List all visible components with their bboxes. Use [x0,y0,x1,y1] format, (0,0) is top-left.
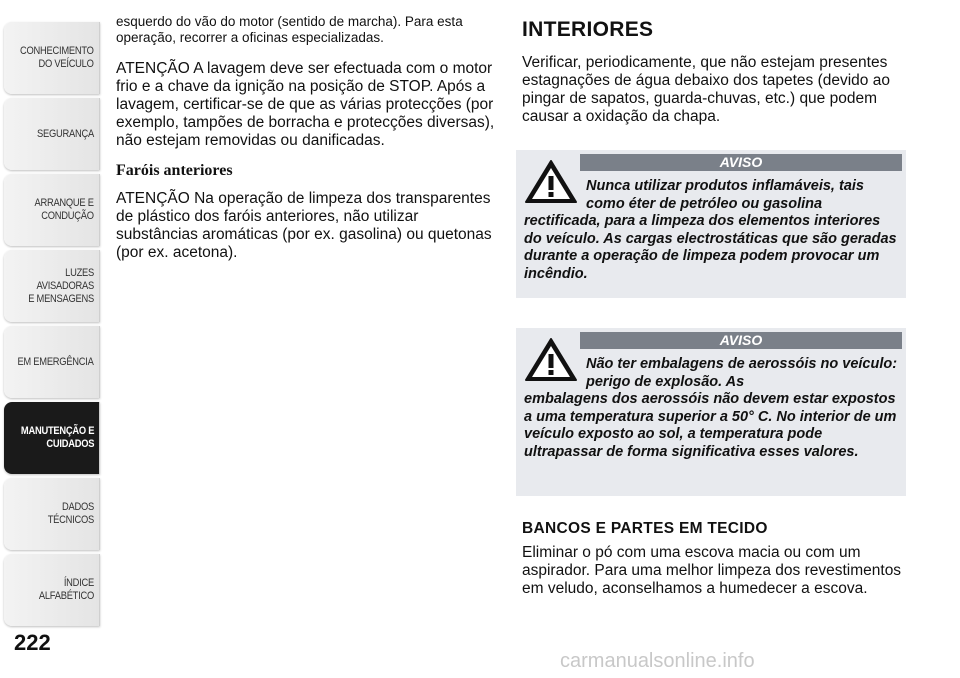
tab-label: DADOS TÉCNICOS [47,501,94,526]
tab-seguranca[interactable] [4,98,100,170]
tab-label: ÍNDICE ALFABÉTICO [38,577,94,602]
attention-paragraph-headlights: ATENÇÃO Na operação de limpeza dos transparentes de plástico dos faróis anteriores, não utilizar substâncias aromáticas (por ex. gasolina) ou quetonas (por ex. acetona). [116,190,492,261]
page-number: 222 [14,630,51,655]
left-column [116,14,496,274]
bancos-section [522,520,908,610]
tab-em-emergencia[interactable] [4,326,100,398]
warning-header: AVISO [580,332,902,349]
tab-label: EM EMERGÊNCIA [17,355,94,368]
tab-conhecimento-do-veiculo[interactable] [4,22,100,94]
tab-label: CONHECIMENTO DO VEÍCULO [20,45,94,70]
tab-arranque-e-conducao[interactable] [4,174,100,246]
warning-box-flammable [516,150,906,298]
attention-paragraph-washing: ATENÇÃO A lavagem deve ser efectuada com o motor frio e a chave da ignição na posição de STOP. Após a lavagem, certificar-se de que as várias protecções (por exemplo, tampões de borracha e protecções diversas), não estejam removidas ou danificadas. [116,60,495,149]
tab-dados-tecnicos[interactable] [4,478,100,550]
warning-text-first: Não ter embalagens de aerossóis no veículo: perigo de explosão. As [586,356,898,390]
interiores-paragraph: Verificar, periodicamente, que não estejam presentes estagnações de água debaixo dos tapetes (devido ao pingar de sapatos, guarda-chuvas, etc.) que podem causar a oxidação da chapa. [522,54,890,125]
watermark: carmanualsonline.info [560,650,755,672]
warning-text [524,356,898,461]
tab-label: MANUTENÇÃO E CUIDADOS [20,425,94,450]
tab-label: ARRANQUE E CONDUÇÃO [34,197,94,222]
warning-text-rest: rectificada, para a limpeza dos elementos interiores do veículo. As cargas electrostáticas que são geradas durante a operação de limpeza podem provocar um incêndio. [524,213,897,282]
tab-manutencao-e-cuidados[interactable] [4,402,100,474]
warning-header: AVISO [580,154,902,171]
warning-text [524,178,898,283]
section-title: INTERIORES [522,18,654,41]
subheading-bancos: BANCOS E PARTES EM TECIDO [522,520,768,537]
heading-farois: Faróis anteriores [116,162,233,179]
intro-paragraph: esquerdo do vão do motor (sentido de marcha). Para esta operação, recorrer a oficinas especializadas. [116,14,463,45]
bancos-paragraph: Eliminar o pó com uma escova macia ou com um aspirador. Para uma melhor limpeza dos revestimentos em veludo, aconselhamos a humedecer a escova. [522,544,902,597]
warning-box-aerosol [516,328,906,496]
warning-text-rest: embalagens dos aerossóis não devem estar expostos a uma temperatura superior a 50° C. No interior de um veículo exposto ao sol, a temperatura pode ultrapassar de forma significativa esses valores. [524,391,897,460]
warning-text-first: Nunca utilizar produtos inflamáveis, tais como éter de petróleo ou gasolina [586,178,864,212]
tab-indice-alfabetico[interactable] [4,554,100,626]
tab-luzes-avisadoras[interactable] [4,250,100,322]
tab-label: SEGURANÇA [37,127,94,140]
right-column [522,14,908,138]
tab-label: LUZES AVISADORAS E MENSAGENS [28,266,94,305]
